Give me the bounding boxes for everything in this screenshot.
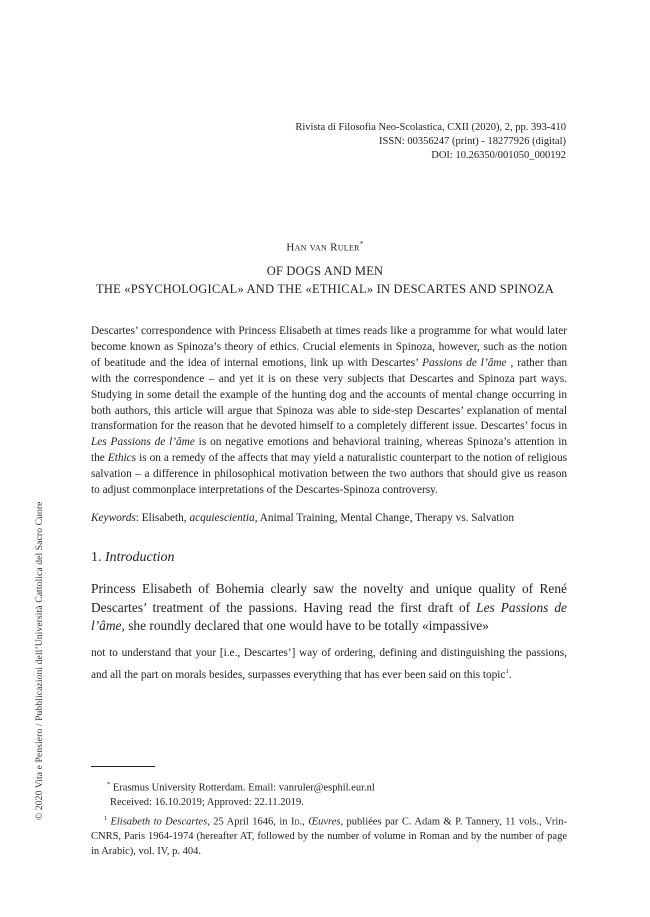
journal-doi: DOI: 10.26350/001050_000192 bbox=[431, 150, 566, 161]
footnote-1-smallcaps: Id. bbox=[290, 816, 303, 828]
keywords-rest: , Animal Training, Mental Change, Therapy vs. Salvation bbox=[254, 512, 514, 524]
abstract-text-2: , rather than with the correspondence – and yet it is on these very subjects that Descartes and Spinoza part ways. Studying in some detail the example of the hunting dog and the accounts of mental change occurring in both authors, this article will argue that Spinoza was able to side-step Descartes’ explanation of mental transformation for the reason that he devoted himself to a completely different issue. Descartes’ focus in bbox=[91, 356, 568, 433]
footnote-1-text-3: , publiées par C. Adam & P. Tannery, 11 vols., Vrin-CNRS, Paris 1964-1974 (hereafter AT, followed by the number of volume in Roman and by the number of page in Arabic), vol. IV, p. 404. bbox=[91, 816, 567, 857]
abstract-text-1: Descartes’ correspondence with Princess Elisabeth at times reads like a programme for what would later become known as Spinoza’s theory of ethics. Crucial elements in Spinoza, however, such as the notion of beatitude and the idea of internal emotions, link up with Descartes’ bbox=[91, 325, 567, 369]
footnote-affiliation-text: Erasmus University Rotterdam. Email: vanruler@esphil.eur.nl bbox=[110, 782, 375, 794]
abstract bbox=[91, 324, 567, 499]
abstract-italic-2: Les Passions de l’âme bbox=[91, 436, 195, 449]
keywords-italic-term: acquiescientia bbox=[189, 512, 255, 524]
footnote-star-mark: * bbox=[107, 781, 111, 788]
section-title: Introduction bbox=[105, 550, 175, 565]
article-subtitle: THE «PSYCHOLOGICAL» AND THE «ETHICAL» IN DESCARTES AND SPINOZA bbox=[96, 282, 554, 296]
footnote-1-mark: 1 bbox=[103, 815, 107, 822]
side-copyright: © 2020 Vita e Pensiero / Pubblicazioni dell’Università Cattolica del Sacro Cuore bbox=[34, 501, 45, 820]
journal-header bbox=[206, 121, 566, 163]
journal-citation: Rivista di Filosofia Neo-Scolastica, CXII (2020), 2, pp. 393-410 bbox=[295, 122, 566, 133]
quote-end: . bbox=[508, 668, 512, 681]
journal-issn: ISSN: 00356247 (print) - 18277926 (digital) bbox=[379, 136, 566, 147]
keywords-label: Keywords bbox=[91, 512, 136, 524]
keywords bbox=[91, 511, 567, 526]
quote-paragraph bbox=[91, 645, 567, 684]
footnote-1-italic-1: Elisabeth to Descartes bbox=[110, 816, 208, 828]
author-name: Han van Ruler bbox=[286, 241, 360, 254]
author-footnote-mark: * bbox=[359, 240, 364, 248]
abstract-italic-1: Passions de l’âme bbox=[422, 356, 507, 369]
abstract-text-4: is on a remedy of the affects that may yield a naturalistic counterpart to the notion of religious salvation – a difference in philosophical motivation between the two authors that should give us reason to adjust commonplace interpretations of the Descartes-Spinoza controversy. bbox=[91, 452, 567, 497]
footnote-1-italic-2: Œuvres bbox=[308, 816, 341, 828]
intro-text-1: Princess Elisabeth of Bohemia clearly saw the novelty and unique quality of René Descartes’ treatment of the passions. Having read the first draft of bbox=[91, 581, 567, 615]
footnote-divider bbox=[91, 766, 155, 767]
footnote-dates: Received: 16.10.2019; Approved: 22.11.2019. bbox=[110, 797, 304, 808]
article-title-block bbox=[0, 262, 650, 298]
keywords-separator: : Elisabeth, bbox=[135, 512, 190, 524]
quote-footnote-mark: 1 bbox=[505, 667, 509, 675]
intro-paragraph bbox=[91, 580, 567, 636]
quote-text: not to understand that your [i.e., Descartes’] way of ordering, defining and distinguishing the passions, and all the part on morals besides, surpasses everything that has ever been said on this topic bbox=[91, 647, 567, 681]
intro-text-2: , she roundly declared that one would have to be totally «impassive» bbox=[121, 618, 489, 633]
author-line bbox=[0, 240, 650, 254]
section-number: 1. bbox=[91, 550, 102, 565]
abstract-italic-3: Ethics bbox=[107, 452, 137, 465]
intro-italic: Les Passions de l’âme bbox=[91, 599, 567, 633]
footnote-affiliation bbox=[107, 778, 567, 811]
footnote-1-text-2: , bbox=[302, 816, 309, 828]
section-heading bbox=[91, 549, 174, 567]
footnote-1 bbox=[91, 812, 567, 859]
abstract-text-3: is on negative emotions and behavioral training, whereas Spinoza’s attention in the bbox=[91, 436, 567, 465]
footnote-1-text-1: , 25 April 1646, in bbox=[207, 816, 291, 828]
article-title: OF DOGS AND MEN bbox=[266, 264, 384, 278]
